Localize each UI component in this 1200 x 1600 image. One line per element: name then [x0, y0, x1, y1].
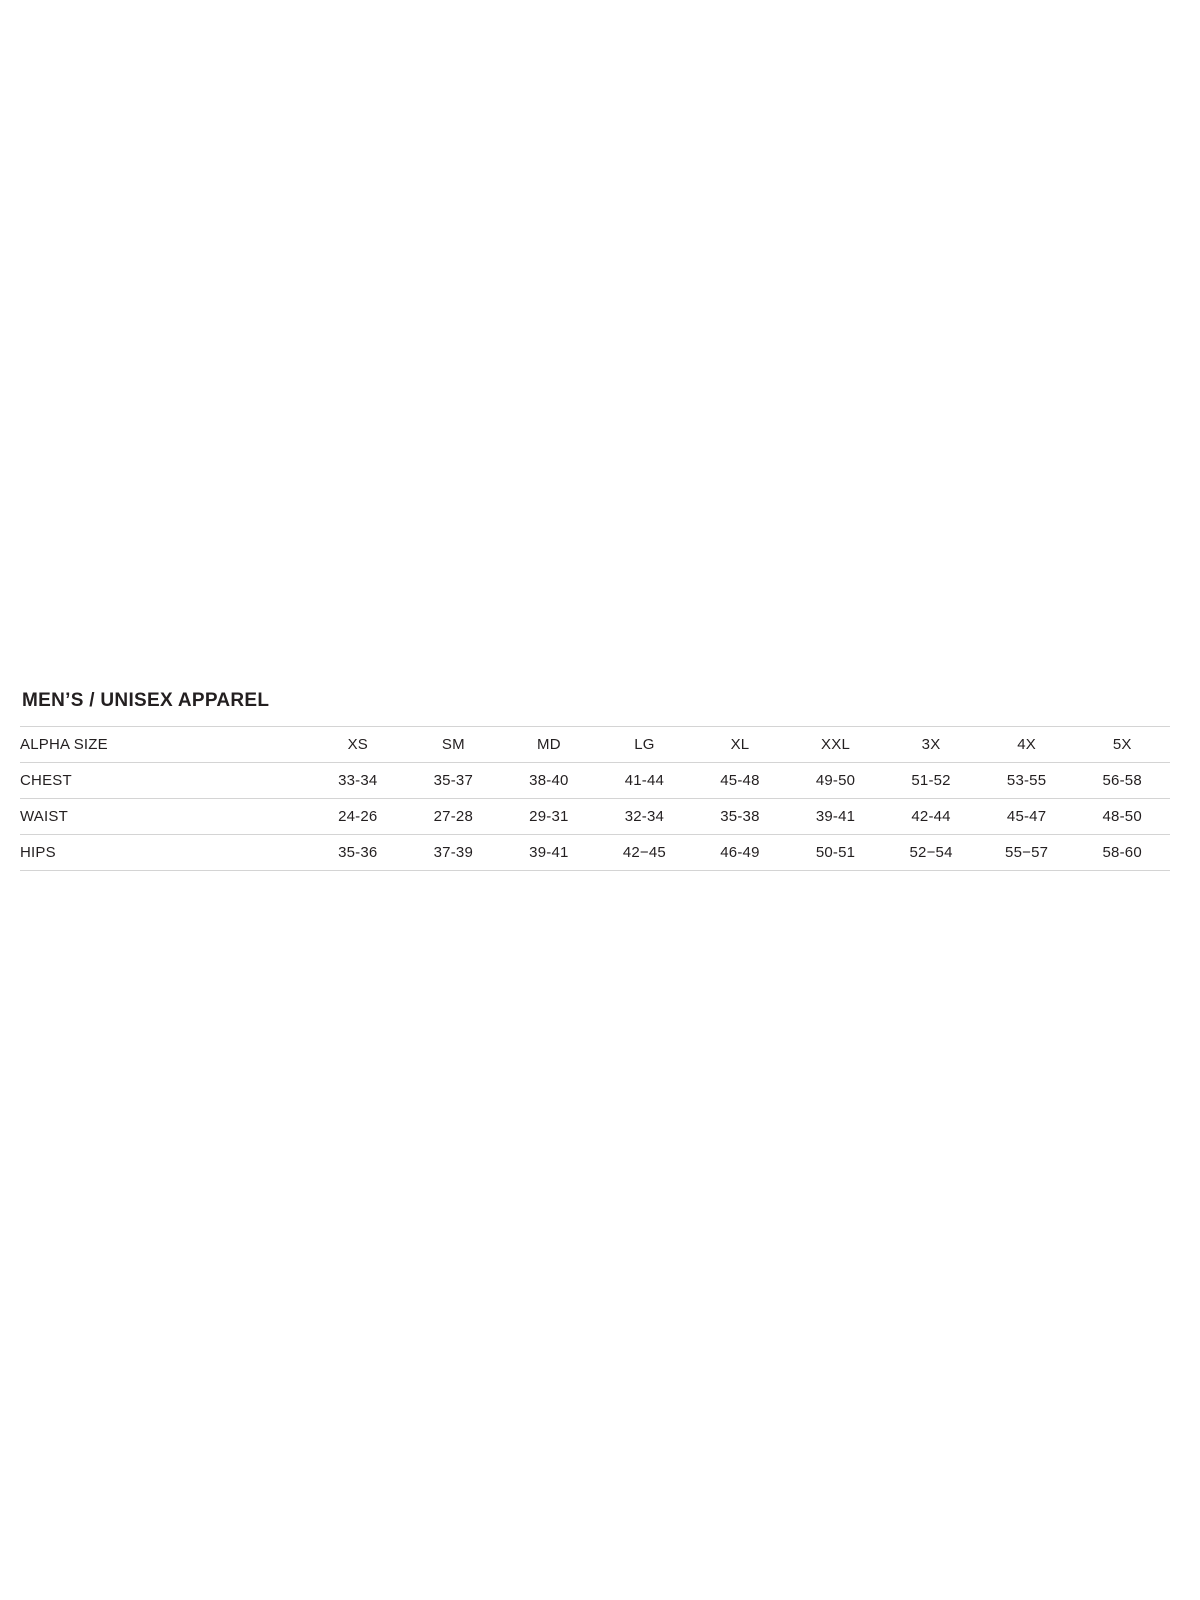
cell-hips-5x: 58-60 [1102, 844, 1142, 861]
table-header-row [20, 727, 1170, 763]
cell-hips-4x: 55−57 [1005, 844, 1049, 861]
column-header-xs: XS [347, 736, 368, 753]
cell-hips-md: 39-41 [529, 844, 569, 861]
cell-waist-lg: 32-34 [624, 808, 665, 825]
cell-hips-lg: 42−45 [622, 844, 666, 861]
cell-chest-xs: 33-34 [338, 772, 378, 789]
table-row [20, 799, 1170, 835]
size-chart-table [20, 726, 1170, 871]
cell-chest-lg: 41-44 [624, 772, 665, 789]
table-row [20, 835, 1170, 871]
cell-chest-3x: 51-52 [911, 772, 951, 789]
table-body [20, 763, 1170, 871]
column-header-3x: 3X [921, 736, 941, 753]
page-title: MEN’S / UNISEX APPAREL [22, 690, 270, 711]
cell-hips-3x: 52−54 [909, 844, 953, 861]
size-chart-sheet [20, 690, 1170, 871]
cell-chest-xxl: 49-50 [815, 772, 856, 789]
cell-waist-sm: 27-28 [433, 808, 473, 825]
column-header-xxl: XXL [821, 736, 850, 753]
column-header-5x: 5X [1112, 736, 1132, 753]
cell-chest-4x: 53-55 [1006, 772, 1047, 789]
row-label-hips: HIPS [20, 844, 56, 861]
cell-hips-sm: 37-39 [433, 844, 473, 861]
cell-waist-4x: 45-47 [1006, 808, 1047, 825]
cell-chest-sm: 35-37 [433, 772, 473, 789]
column-header-sm: SM [441, 736, 465, 753]
cell-chest-md: 38-40 [529, 772, 569, 789]
cell-waist-5x: 48-50 [1102, 808, 1142, 825]
cell-hips-xl: 46-49 [720, 844, 760, 861]
cell-chest-xl: 45-48 [720, 772, 760, 789]
row-label-waist: WAIST [20, 808, 68, 825]
cell-waist-3x: 42-44 [911, 808, 951, 825]
cell-chest-5x: 56-58 [1102, 772, 1142, 789]
table-row [20, 763, 1170, 799]
cell-hips-xs: 35-36 [338, 844, 378, 861]
row-label-chest: CHEST [20, 772, 72, 789]
column-header-lg: LG [634, 736, 655, 753]
cell-waist-xs: 24-26 [338, 808, 378, 825]
cell-waist-xxl: 39-41 [815, 808, 856, 825]
column-header-md: MD [537, 736, 561, 753]
column-header-alpha-size: ALPHA SIZE [20, 736, 108, 753]
column-header-xl: XL [730, 736, 750, 753]
cell-waist-xl: 35-38 [720, 808, 760, 825]
table-header [20, 727, 1170, 763]
cell-hips-xxl: 50-51 [815, 844, 856, 861]
cell-waist-md: 29-31 [529, 808, 569, 825]
column-header-4x: 4X [1017, 736, 1036, 753]
